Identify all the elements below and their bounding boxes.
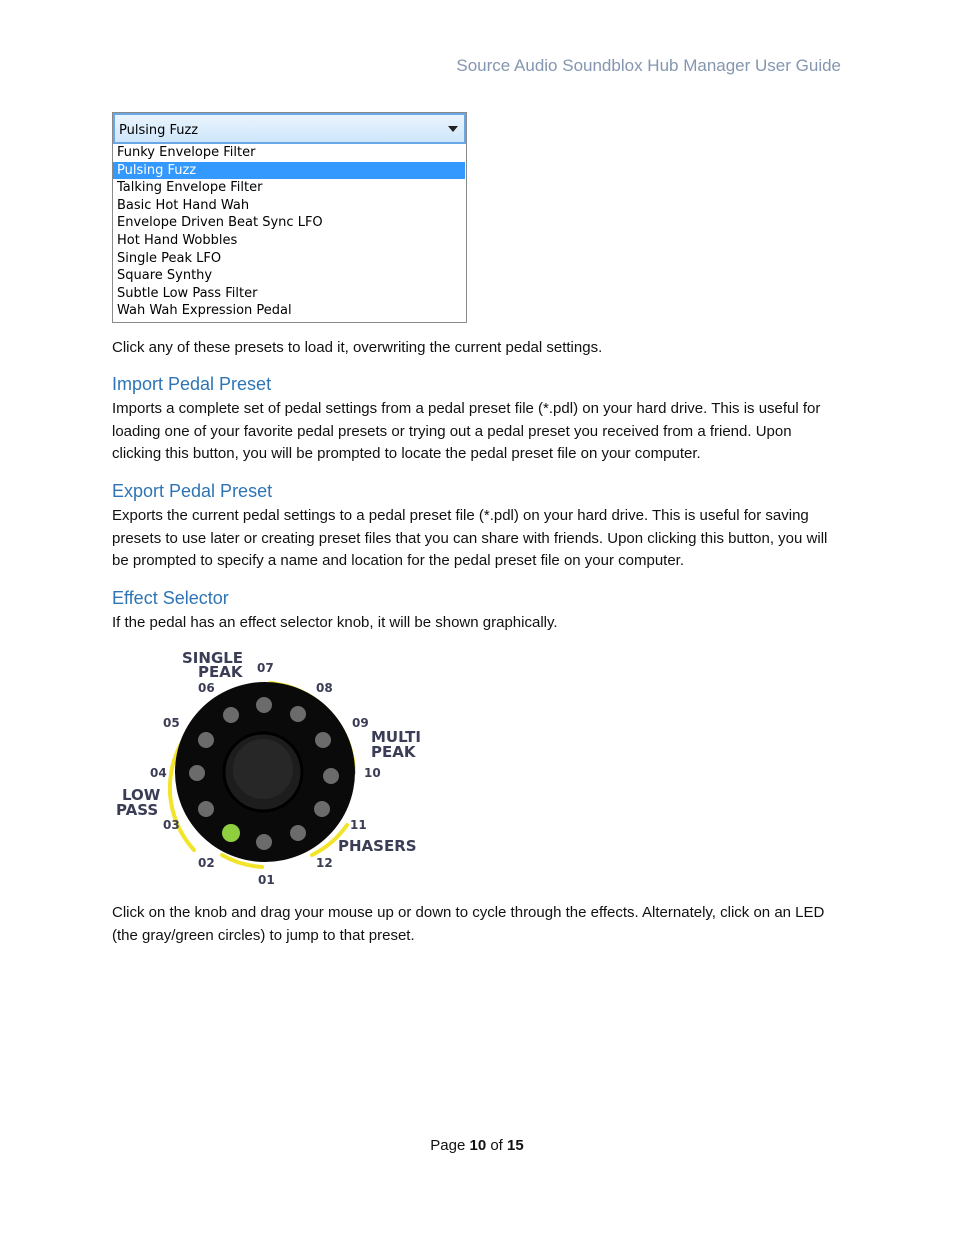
led-11[interactable]	[314, 801, 330, 817]
footer-page-total: 15	[507, 1137, 524, 1154]
effect-selector-svg	[112, 645, 422, 890]
knob-number-07: 07	[257, 661, 274, 675]
led-08[interactable]	[290, 706, 306, 722]
section-body-export: Exports the current pedal settings to a pedal preset file (*.pdl) on your hard drive. This is useful for saving presets to use later or creating preset files that you can share with friends. Upon clicking this button, you will be prompted to specify a name and location for the pedal preset file on your computer.	[112, 507, 828, 569]
footer-page-number: 10	[469, 1137, 487, 1154]
led-12[interactable]	[290, 825, 306, 841]
caption-single-peak: PEAK	[198, 663, 243, 681]
closing-paragraph: Click on the knob and drag your mouse up or down to cycle through the effects. Alternately, click on an LED (the gray/green circles) to jump to that preset.	[112, 904, 825, 944]
selector-knob-cap	[233, 739, 293, 799]
knob-number-12: 12	[316, 856, 333, 870]
led-04[interactable]	[189, 765, 205, 781]
knob-number-08: 08	[316, 681, 333, 695]
knob-number-09: 09	[352, 716, 369, 730]
footer-of-word: of	[490, 1137, 503, 1154]
knob-number-03: 03	[163, 818, 180, 832]
footer-page-word: Page	[430, 1137, 466, 1154]
led-01[interactable]	[256, 834, 272, 850]
section-body-effect-selector: If the pedal has an effect selector knob, it will be shown graphically.	[112, 614, 558, 631]
led-06[interactable]	[223, 707, 239, 723]
preset-select-value: Pulsing Fuzz	[119, 123, 199, 138]
section-heading-import: Import Pedal Preset	[112, 374, 272, 394]
section-heading-effect-selector: Effect Selector	[112, 588, 229, 608]
knob-number-02: 02	[198, 856, 215, 870]
preset-dropdown[interactable]	[112, 112, 467, 323]
intro-paragraph: Click any of these presets to load it, overwriting the current pedal settings.	[112, 339, 603, 356]
knob-number-11: 11	[350, 818, 367, 832]
caption-single: SINGLE	[182, 649, 244, 667]
preset-option[interactable]: Single Peak LFO	[117, 250, 222, 266]
section-heading-export: Export Pedal Preset	[112, 481, 273, 501]
document-header-title: Source Audio Soundblox Hub Manager User Guide	[456, 56, 841, 75]
preset-option-highlighted[interactable]: Pulsing Fuzz	[113, 162, 465, 180]
caption-multi: MULTI	[371, 728, 421, 746]
caption-pass: PASS	[116, 801, 159, 819]
knob-number-04: 04	[150, 766, 167, 780]
section-body-import: Imports a complete set of pedal settings from a pedal preset file (*.pdl) on your hard drive. This is useful for loading one of your favorite pedal presets or trying out a pedal preset you received from a friend. Upon clicking this button, you will be prompted to locate the pedal preset file on your computer.	[112, 400, 821, 462]
preset-option[interactable]: Hot Hand Wobbles	[117, 232, 238, 248]
led-05[interactable]	[198, 732, 214, 748]
effect-selector-figure	[112, 645, 422, 890]
preset-option[interactable]: Square Synthy	[117, 268, 213, 284]
dropdown-arrow-icon[interactable]	[448, 126, 458, 132]
caption-phasers: PHASERS	[338, 837, 417, 855]
caption-low: LOW	[122, 786, 161, 804]
knob-number-10: 10	[364, 766, 381, 780]
preset-select-box[interactable]	[113, 113, 466, 144]
preset-option[interactable]: Envelope Driven Beat Sync LFO	[117, 215, 323, 231]
preset-option-list	[113, 144, 465, 320]
led-07[interactable]	[256, 697, 272, 713]
preset-option[interactable]: Funky Envelope Filter	[117, 145, 256, 160]
preset-option[interactable]: Basic Hot Hand Wah	[117, 197, 250, 213]
preset-option[interactable]: Subtle Low Pass Filter	[117, 285, 258, 301]
preset-option[interactable]: Wah Wah Expression Pedal	[117, 303, 292, 319]
led-09[interactable]	[315, 732, 331, 748]
led-02-active[interactable]	[222, 824, 240, 842]
page-footer	[0, 1137, 954, 1154]
knob-number-01: 01	[258, 873, 275, 887]
knob-number-06: 06	[198, 681, 215, 695]
led-10[interactable]	[323, 768, 339, 784]
led-03[interactable]	[198, 801, 214, 817]
caption-multi-peak: PEAK	[371, 743, 416, 761]
knob-number-05: 05	[163, 716, 180, 730]
preset-option[interactable]: Talking Envelope Filter	[117, 180, 263, 196]
